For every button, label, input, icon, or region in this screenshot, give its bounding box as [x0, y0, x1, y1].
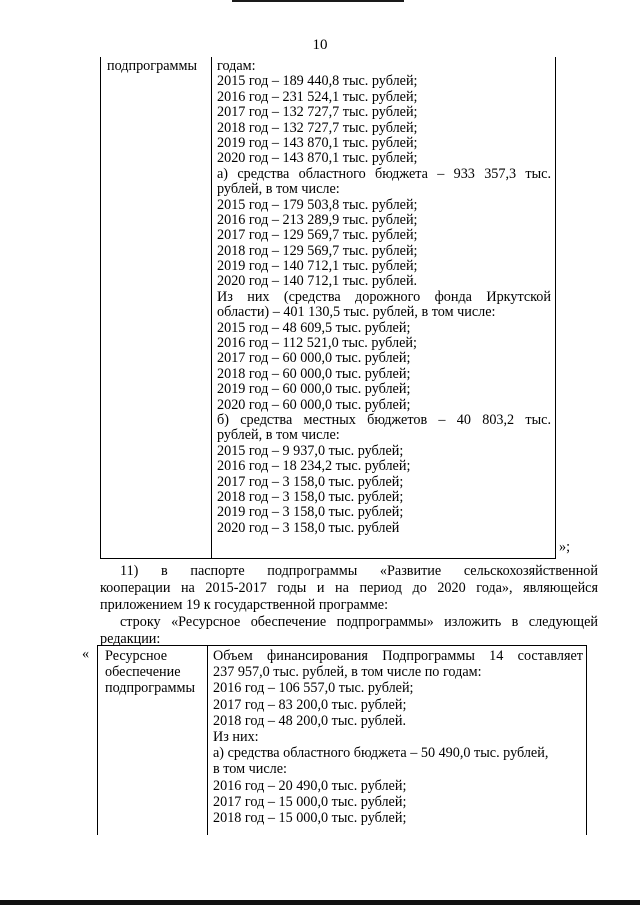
funding-line: Из них (средства дорожного фонда Иркутской: [217, 288, 551, 305]
funding-line: области) – 401 130,5 тыс. рублей, в том числе:: [217, 304, 496, 321]
funding-line: годам:: [217, 58, 256, 74]
funding-line: 2020 год – 140 712,1 тыс. рублей.: [217, 273, 418, 290]
funding-line: 2016 год – 112 521,0 тыс. рублей;: [217, 335, 417, 352]
opening-quote: «: [82, 646, 90, 662]
funding-line: Из них:: [213, 728, 259, 745]
resource-table-continued: [100, 57, 556, 559]
funding-line: Объем финансирования Подпрограммы 14 составляет: [213, 648, 583, 664]
top-rule: [232, 0, 404, 2]
amendment-instruction: строку «Ресурсное обеспечение подпрограммы» изложить в следующей: [120, 614, 598, 630]
column-divider: [211, 57, 212, 558]
funding-line: 2016 год – 213 289,9 тыс. рублей;: [217, 211, 418, 228]
funding-line: 2015 год – 179 503,8 тыс. рублей;: [217, 196, 418, 213]
funding-line: рублей, в том числе:: [217, 427, 340, 444]
funding-lines: [213, 648, 583, 826]
row-label-line: подпрограммы: [105, 680, 195, 696]
funding-line: 2017 год – 83 200,0 тыс. рублей;: [213, 696, 407, 713]
row-label: [105, 648, 195, 696]
row-label: подпрограммы: [107, 58, 197, 74]
funding-line: 2015 год – 9 937,0 тыс. рублей;: [217, 442, 404, 459]
amendment-text-line: кооперации на 2015-2017 годы и на период до 2020 года», являющейся: [100, 580, 598, 596]
funding-line: 2015 год – 189 440,8 тыс. рублей;: [217, 73, 418, 90]
funding-line: 2017 год – 132 727,7 тыс. рублей;: [217, 104, 418, 121]
funding-line: 2016 год – 20 490,0 тыс. рублей;: [213, 777, 407, 794]
funding-line: 2018 год – 3 158,0 тыс. рублей;: [217, 488, 404, 505]
funding-line: а) средства областного бюджета – 50 490,0 тыс. рублей,: [213, 745, 549, 762]
bottom-rule: [0, 900, 640, 905]
funding-line: 2019 год – 3 158,0 тыс. рублей;: [217, 504, 404, 521]
page-number: 10: [312, 37, 328, 53]
funding-line: 2017 год – 60 000,0 тыс. рублей;: [217, 350, 411, 367]
funding-lines: [217, 59, 551, 536]
funding-line: 237 957,0 тыс. рублей, в том числе по годам:: [213, 664, 482, 681]
row-label-line: обеспечение: [105, 664, 181, 680]
funding-line: 2017 год – 3 158,0 тыс. рублей;: [217, 473, 404, 490]
funding-line: рублей, в том числе:: [217, 181, 340, 198]
funding-line: 2016 год – 18 234,2 тыс. рублей;: [217, 458, 411, 475]
amendment-text-line: редакции:: [100, 631, 161, 647]
funding-line: 2019 год – 140 712,1 тыс. рублей;: [217, 258, 418, 275]
funding-line: 2019 год – 60 000,0 тыс. рублей;: [217, 381, 411, 398]
resource-table-new: [97, 645, 587, 835]
row-label-line: Ресурсное: [105, 648, 168, 664]
amendment-item-11: 11) в паспорте подпрограммы «Развитие сельскохозяйственной: [120, 563, 598, 579]
funding-line: 2018 год – 15 000,0 тыс. рублей;: [213, 809, 407, 826]
funding-line: в том числе:: [213, 761, 287, 778]
funding-line: 2020 год – 3 158,0 тыс. рублей: [217, 519, 400, 536]
funding-line: 2016 год – 106 557,0 тыс. рублей;: [213, 680, 414, 697]
funding-line: 2018 год – 132 727,7 тыс. рублей;: [217, 119, 418, 136]
funding-line: 2020 год – 60 000,0 тыс. рублей;: [217, 396, 411, 413]
column-divider: [207, 646, 208, 835]
funding-line: а) средства областного бюджета – 933 357,3 тыс.: [217, 165, 551, 182]
funding-line: б) средства местных бюджетов – 40 803,2 тыс.: [217, 411, 551, 428]
funding-line: 2017 год – 129 569,7 тыс. рублей;: [217, 227, 418, 244]
funding-line: 2017 год – 15 000,0 тыс. рублей;: [213, 793, 407, 810]
funding-line: 2018 год – 48 200,0 тыс. рублей.: [213, 712, 406, 729]
funding-line: 2019 год – 143 870,1 тыс. рублей;: [217, 134, 418, 151]
funding-line: 2020 год – 143 870,1 тыс. рублей;: [217, 150, 418, 167]
funding-line: 2015 год – 48 609,5 тыс. рублей;: [217, 319, 411, 336]
amendment-text-line: приложением 19 к государственной программе:: [100, 597, 389, 613]
funding-line: 2018 год – 60 000,0 тыс. рублей;: [217, 365, 411, 382]
closing-quote: »;: [559, 539, 571, 555]
funding-line: 2018 год – 129 569,7 тыс. рублей;: [217, 242, 418, 259]
funding-line: 2016 год – 231 524,1 тыс. рублей;: [217, 88, 418, 105]
